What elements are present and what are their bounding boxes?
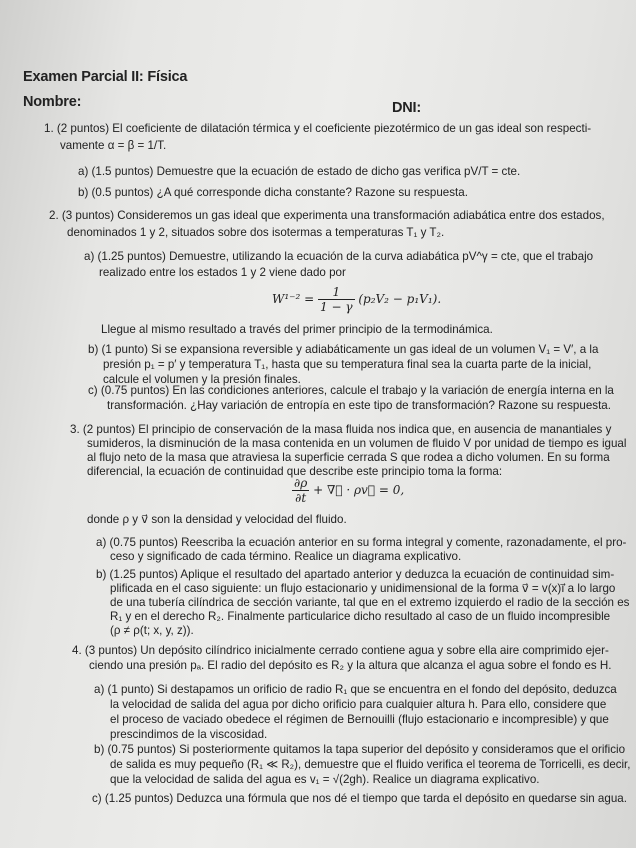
work-fraction-denominator: 1 − γ — [320, 300, 353, 314]
question-3b-line-5: (ρ ≠ ρ(t; x, y, z)). — [110, 624, 194, 637]
question-4c-line-1: c) (1.25 puntos) Deduzca una fórmula que nos dé el tiempo que tarda el depósito en quedarse sin agua. — [92, 792, 627, 805]
continuity-fraction-numerator: ∂ρ — [294, 476, 308, 490]
question-4b-line-1: b) (0.75 puntos) Si posteriormente quitamos la tapa superior del depósito y consideramos que el orificio — [94, 743, 626, 756]
question-3a-line-2: ceso y significado de cada término. Realice un diagrama explicativo. — [110, 550, 462, 563]
question-4-line-1: 4. (3 puntos) Un depósito cilíndrico inicialmente cerrado contiene agua y sobre ella aire comprimido ejer- — [72, 644, 609, 657]
question-4a-line-2: la velocidad de salida del agua por dicho orificio para cualquier altura h. Para ello, considere que — [110, 698, 607, 711]
question-4b-line-3: que la velocidad de salida del agua es v₁ = √(2gh). Realice un diagrama explicativo. — [110, 773, 540, 786]
question-2b-line-3: calcule el volumen y la presión finales. — [103, 373, 301, 386]
question-2-line-1: 2. (3 puntos) Consideremos un gas ideal que experimenta una transformación adiabática entre dos estados, — [49, 209, 605, 222]
question-3a-line-1: a) (0.75 puntos) Reescriba la ecuación anterior en su forma integral y comente, razonadamente, el pro- — [96, 536, 627, 549]
question-2a-line-1: a) (1.25 puntos) Demuestre, utilizando la ecuación de la curva adiabática pV^γ = cte, que el trabajo — [84, 250, 594, 263]
question-1-line-1: 1. (2 puntos) El coeficiente de dilatación térmica y el coeficiente piezotérmico de un gas ideal son respecti- — [44, 122, 592, 135]
question-3-line-3: al flujo neto de la masa que atraviesa la superficie cerrada S que rodea a dicho volumen. En su forma — [87, 451, 610, 464]
question-2-line-2: denominados 1 y 2, situados sobre dos isotermas a temperaturas T₁ y T₂. — [67, 226, 445, 239]
work-fraction — [318, 285, 355, 314]
work-rhs: (p₂V₂ − p₁V₁). — [358, 292, 442, 306]
question-2c-line-1: c) (0.75 puntos) En las condiciones anteriores, calcule el trabajo y la variación de energía interna en la — [88, 384, 614, 397]
question-3b-line-2: plificada en el caso siguiente: un flujo estacionario y unidimensional de la forma v⃗ = v(x)i⃗ a lo largo — [110, 582, 616, 595]
question-1-line-2: vamente α = β = 1/T. — [60, 139, 167, 152]
question-4-line-2: ciendo una presión pₐ. El radio del depósito es R₂ y la altura que alcanza el agua sobre el fondo es H. — [89, 659, 612, 672]
question-3b-line-4: R₁ y en el derecho R₂. Finalmente particularice dicho resultado al caso de un fluido incompresible — [110, 610, 611, 623]
dni-label: DNI: — [392, 100, 422, 116]
question-4a-line-4: prescindimos de la viscosidad. — [110, 728, 268, 741]
continuity-fraction-denominator: ∂t — [295, 491, 307, 505]
work-equals: = — [304, 292, 315, 306]
question-3-line-2: sumideros, la disminución de la masa contenida en un volumen de fluido V por unidad de tiempo es igual — [87, 437, 627, 450]
question-3-line-1: 3. (2 puntos) El principio de conservación de la masa fluida nos indica que, en ausencia de manantiales y — [70, 423, 612, 436]
question-1a: a) (1.5 puntos) Demuestre que la ecuación de estado de dicho gas verifica pV/T = cte. — [78, 165, 521, 178]
question-3-line-5: donde ρ y v⃗ son la densidad y velocidad del fluido. — [87, 513, 347, 526]
continuity-rhs: + ∇⃗ · ρv⃗ = 0, — [313, 483, 405, 497]
work-fraction-numerator: 1 — [318, 285, 355, 300]
question-4a-line-3: el proceso de vaciado obedece el régimen de Bernouilli (flujo estacionario e incompresible) y que — [110, 713, 609, 726]
question-1b: b) (0.5 puntos) ¿A qué corresponde dicha constante? Razone su respuesta. — [78, 186, 468, 199]
question-2a-line-2: realizado entre los estados 1 y 2 viene dado por — [99, 266, 346, 279]
work-equation — [272, 285, 441, 314]
question-3-line-4: diferencial, la ecuación de continuidad que describe este principio toma la forma: — [87, 465, 503, 478]
question-2b-line-1: b) (1 punto) Si se expansiona reversible y adiabáticamente un gas ideal de un volumen V₁ = V′, a la — [88, 343, 599, 356]
question-4a-line-1: a) (1 punto) Si destapamos un orificio de radio R₁ que se encuentra en el fondo del depósito, deduzca — [94, 683, 617, 696]
work-lhs: W¹⁻² — [272, 292, 301, 306]
continuity-equation — [292, 476, 404, 505]
question-4b-line-2: de salida es muy pequeño (R₁ ≪ R₂), demuestre que el fluido verifica el teorema de Torricelli, es decir, — [110, 758, 631, 771]
continuity-fraction — [292, 476, 309, 505]
question-2a-line-3: Llegue al mismo resultado a través del primer principio de la termodinámica. — [101, 323, 493, 336]
name-label: Nombre: — [23, 94, 82, 110]
question-3b-line-1: b) (1.25 puntos) Aplique el resultado del apartado anterior y deduzca la ecuación de continuidad sim- — [96, 568, 615, 581]
question-2c-line-2: transformación. ¿Hay variación de entropía en este tipo de transformación? Razone su respuesta. — [107, 399, 611, 412]
question-2b-line-2: presión p₁ = p′ y temperatura T₁, hasta que su temperatura final sea la cuarta parte de la inicial, — [103, 358, 592, 371]
question-3b-line-3: de una tubería cilíndrica de sección variante, tal que en el extremo izquierdo el radio de la sección es — [110, 596, 630, 609]
exam-title: Examen Parcial II: Física — [23, 69, 188, 85]
